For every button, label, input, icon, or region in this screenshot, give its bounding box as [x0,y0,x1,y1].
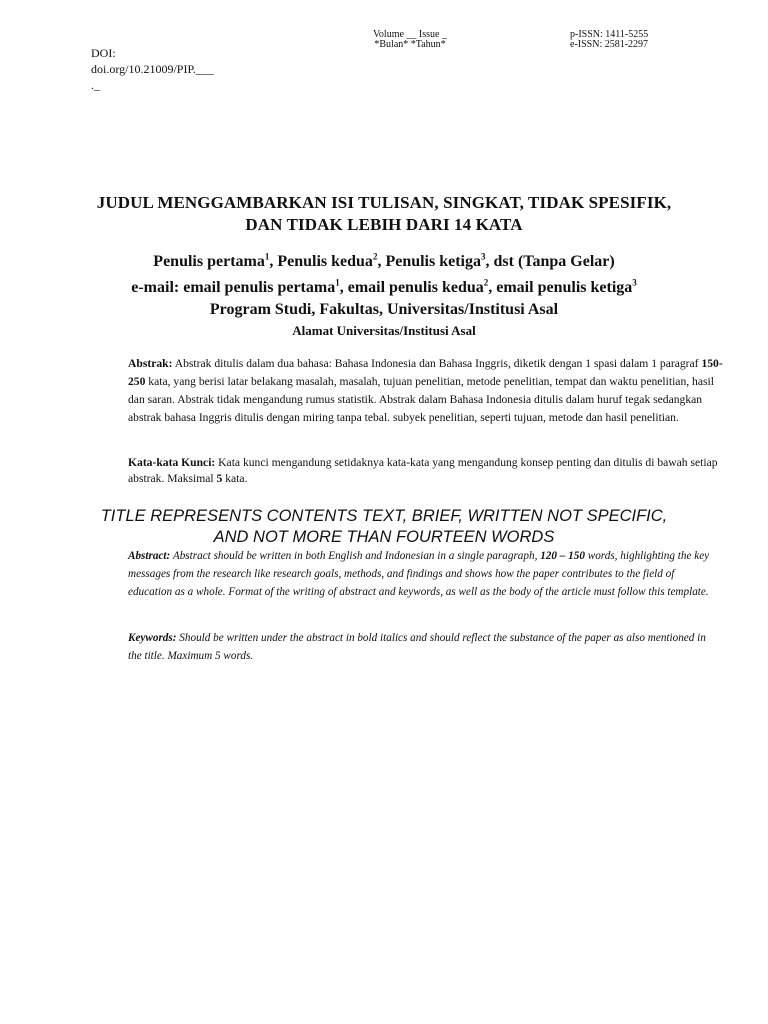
author-3: Penulis ketiga [385,253,481,270]
abstract-en-label: Abstract: [128,550,171,562]
p-issn: p-ISSN: 1411-5255 [570,29,649,40]
issn-info [570,30,720,50]
email-2: email penulis kedua [347,279,484,296]
e-issn: e-ISSN: 2581-2297 [570,39,649,50]
keywords-en-label: Keywords: [128,632,177,644]
author-2-sup: 2 [372,251,378,262]
abstract-english: Abstract: Abstract should be written in both English and Indonesian in a single paragraph, 120 – 150 words, highlighting the key messages from the research like research goals, methods, and findings and shows how the paper contributes to the field of education as a whole. Format of the writing of abstract and keywords, as well as the body of the article must follow this template. [128,550,710,598]
doi-suffix: ._ [91,78,100,92]
affiliation: Program Studi, Fakultas, Universitas/Institusi Asal [209,301,559,318]
title-indonesian [50,192,718,236]
author-2: Penulis kedua [277,253,373,270]
email-prefix: e-mail: [131,279,184,296]
title-english [50,506,718,548]
title-id-line-1: JUDUL MENGGAMBARKAN ISI TULISAN, SINGKAT, TIDAK SPESIFIK, [96,193,672,212]
email-3: email penulis ketiga [496,279,633,296]
author-3-sup: 3 [481,251,486,262]
keywords-id-label: Kata-kata Kunci: [128,456,216,469]
abstract-indonesian: Abstrak: Abstrak ditulis dalam dua bahasa: Bahasa Indonesia dan Bahasa Inggris, diketik dengan 1 spasi dalam 1 paragraf 150-250 kata, yang berisi latar belakang masalah, masalah, tujuan penelitian, metode penelitian, tempat dan waktu penelitian, hasil dan saran. Abstrak tidak mengandung rumus statistik. Abstrak dalam Bahasa Indonesia ditulis dalam huruf tegak sedangkan abstrak bahasa Inggris ditulis dengan miring tanpa tebal. subyek penelitian, seperti tujuan, metode dan hasil penelitian. [128,357,723,424]
author-1-sup: 1 [264,251,270,262]
doi-block [91,45,214,93]
keywords-indonesian: Kata-kata Kunci: Kata kunci mengandung setidaknya kata-kata yang mengandung konsep penting dan ditulis di bawah setiap abstrak. Maksimal 5 kata. [128,456,718,485]
author-list: Penulis pertama$^1$, Penulis kedua$^2$, Penulis ketiga$^3$, dst (Tanpa Gelar) [153,251,615,270]
issue-info [340,30,480,50]
doi-value: doi.org/10.21009/PIP.___ [91,62,214,76]
author-1: Penulis pertama [153,253,265,270]
email-1: email penulis pertama [183,279,336,296]
keywords-english: Keywords: Should be written under the abstract in bold italics and should reflect the substance of the paper as also mentioned in the title. Maximum 5 words. [128,632,706,662]
abstract-id-label: Abstrak: [128,357,173,370]
title-en-line-2: AND NOT MORE THAN FOURTEEN WORDS [213,528,555,546]
title-id-line-2: DAN TIDAK LEBIH DARI 14 KATA [245,215,523,234]
doi-label: DOI: [91,46,116,60]
issue-date: *Bulan* *Tahun* [374,39,446,50]
email-list: e-mail: email penulis pertama$^1$, email penulis kedua$^2$, email penulis ketiga$^3$ [131,277,637,296]
institution-address: Alamat Universitas/Institusi Asal [292,323,476,338]
author-tail: dst (Tanpa Gelar) [493,253,615,270]
title-en-line-1: TITLE REPRESENTS CONTENTS TEXT, BRIEF, WRITTEN NOT SPECIFIC, [100,507,668,525]
volume-issue: Volume __ Issue _ [373,29,447,40]
